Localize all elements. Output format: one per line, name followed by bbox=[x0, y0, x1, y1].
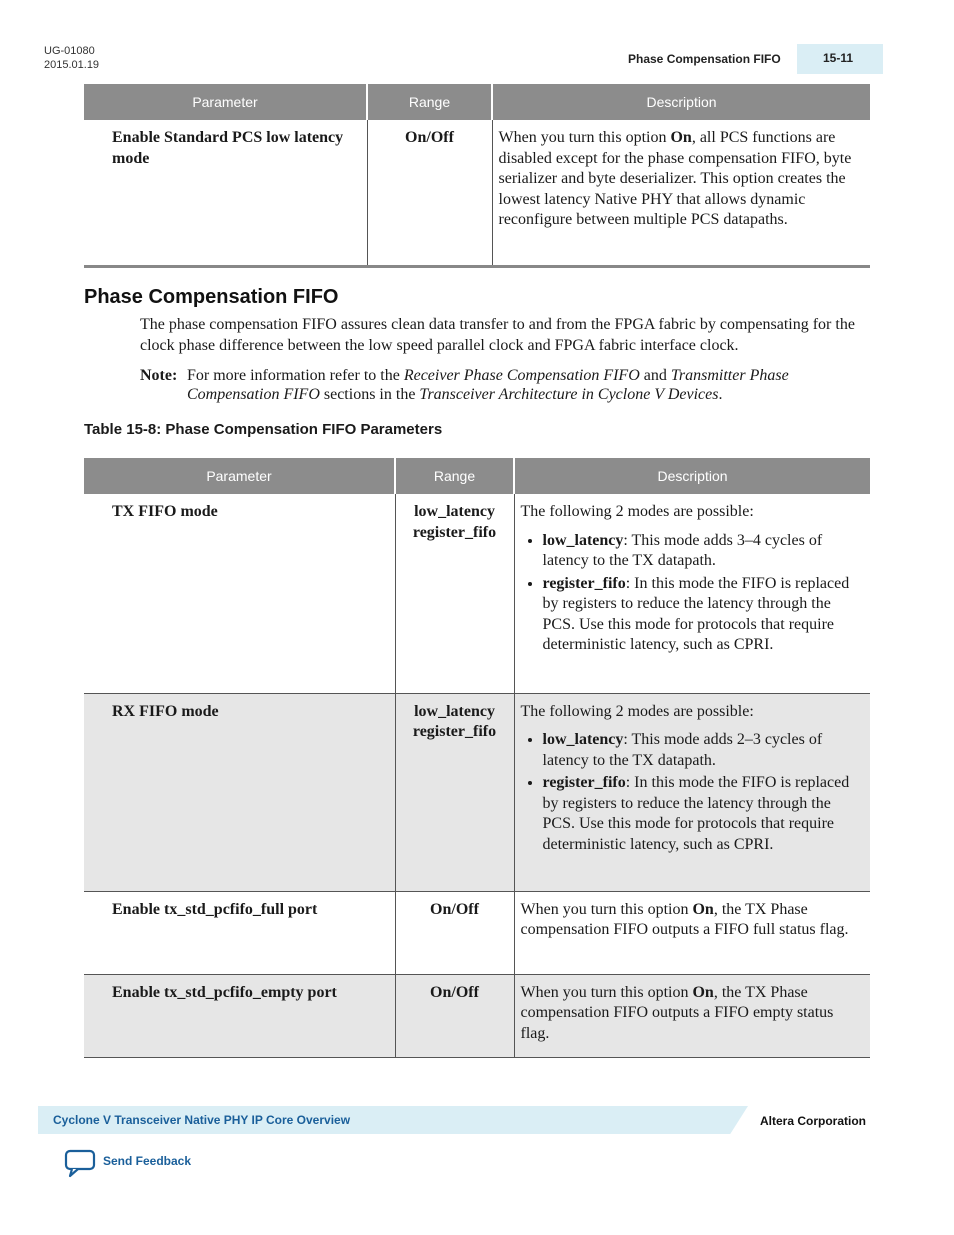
send-feedback-label[interactable]: Send Feedback bbox=[103, 1154, 192, 1168]
table-row bbox=[84, 974, 870, 1057]
column-header-description: Description bbox=[492, 84, 870, 120]
description-cell: When you turn this option On, all PCS functions are disabled except for the phase compensation FIFO, byte serializer and byte deserializer. This option creates the lowest latency Native PHY that allows dynamic reconfigure between multiple PCS datapaths. bbox=[492, 120, 870, 266]
note-label: Note: bbox=[140, 367, 178, 384]
column-header-description: Description bbox=[514, 458, 870, 494]
mode-list bbox=[521, 531, 865, 656]
list-item: • low_latency: This mode adds 3–4 cycles of latency to the TX datapath. bbox=[543, 531, 865, 572]
document-date: 2015.01.19 bbox=[44, 59, 100, 71]
parameter-cell: Enable tx_std_pcfifo_empty port bbox=[84, 974, 395, 1057]
table-header-row bbox=[84, 458, 870, 494]
parameter-cell: RX FIFO mode bbox=[84, 693, 395, 891]
column-header-range: Range bbox=[395, 458, 514, 494]
mode-list bbox=[521, 730, 865, 855]
table-caption: Table 15-8: Phase Compensation FIFO Parameters bbox=[84, 421, 443, 438]
table-row bbox=[84, 891, 870, 974]
table-row bbox=[84, 494, 870, 693]
section-paragraph: The phase compensation FIFO assures clean data transfer to and from the FPGA fabric by compensating for the clock phase difference between the low speed parallel clock and FPGA fabric interface clock. bbox=[140, 316, 855, 354]
footer-company: Altera Corporation bbox=[760, 1114, 867, 1128]
list-item: • register_fifo: In this mode the FIFO is replaced by registers to reduce the latency through the PCS. Use this mode for protocols that require deterministic latency, such as CPRI. bbox=[543, 773, 865, 855]
range-cell: low_latency register_fifo bbox=[395, 693, 514, 891]
table-row bbox=[84, 693, 870, 891]
low-latency-parameter-table bbox=[84, 84, 870, 268]
phase-compensation-fifo-parameter-table bbox=[84, 458, 870, 1058]
parameter-cell: TX FIFO mode bbox=[84, 494, 395, 693]
table-row bbox=[84, 120, 870, 266]
document-id: UG-01080 bbox=[44, 45, 95, 57]
note-text: For more information refer to the Receiver Phase Compensation FIFO and Transmitter Phase Compensation FIFO sections in the Transceiver Architecture in Cyclone V Devices. bbox=[187, 367, 789, 403]
description-cell: When you turn this option On, the TX Phase compensation FIFO outputs a FIFO full status flag. bbox=[514, 891, 870, 974]
list-item: • low_latency: This mode adds 2–3 cycles of latency to the TX datapath. bbox=[543, 730, 865, 771]
parameter-cell: Enable tx_std_pcfifo_full port bbox=[84, 891, 395, 974]
range-cell: On/Off bbox=[395, 891, 514, 974]
description-cell: The following 2 modes are possible: • low_latency: This mode adds 3–4 cycles of latency to the TX datapath. • register_fifo: In this mode the FIFO is replaced by registers to reduce the latency through the PCS. Use this mode for protocols that require deterministic latency, such as CPRI. bbox=[514, 494, 870, 693]
footer-document-title: Cyclone V Transceiver Native PHY IP Core Overview bbox=[53, 1113, 351, 1127]
section-heading: Phase Compensation FIFO bbox=[84, 286, 339, 308]
range-cell: On/Off bbox=[367, 120, 492, 266]
speech-bubble-icon bbox=[64, 1148, 96, 1178]
description-cell: The following 2 modes are possible: • low_latency: This mode adds 2–3 cycles of latency to the TX datapath. • register_fifo: In this mode the FIFO is replaced by registers to reduce the latency through the PCS. Use this mode for protocols that require deterministic latency, such as CPRI. bbox=[514, 693, 870, 891]
range-cell: On/Off bbox=[395, 974, 514, 1057]
page-number-tab: 15-11 bbox=[797, 44, 883, 74]
column-header-parameter: Parameter bbox=[84, 84, 367, 120]
list-item: • register_fifo: In this mode the FIFO is replaced by registers to reduce the latency through the PCS. Use this mode for protocols that require deterministic latency, such as CPRI. bbox=[543, 574, 865, 656]
parameter-cell: Enable Standard PCS low latency mode bbox=[84, 120, 367, 266]
running-header-title: Phase Compensation FIFO bbox=[628, 52, 781, 66]
column-header-parameter: Parameter bbox=[84, 458, 395, 494]
note-block bbox=[140, 366, 864, 404]
table-header-row bbox=[84, 84, 870, 120]
document-id-block bbox=[44, 44, 99, 72]
range-cell: low_latency register_fifo bbox=[395, 494, 514, 693]
column-header-range: Range bbox=[367, 84, 492, 120]
description-cell: When you turn this option On, the TX Phase compensation FIFO outputs a FIFO empty status flag. bbox=[514, 974, 870, 1057]
